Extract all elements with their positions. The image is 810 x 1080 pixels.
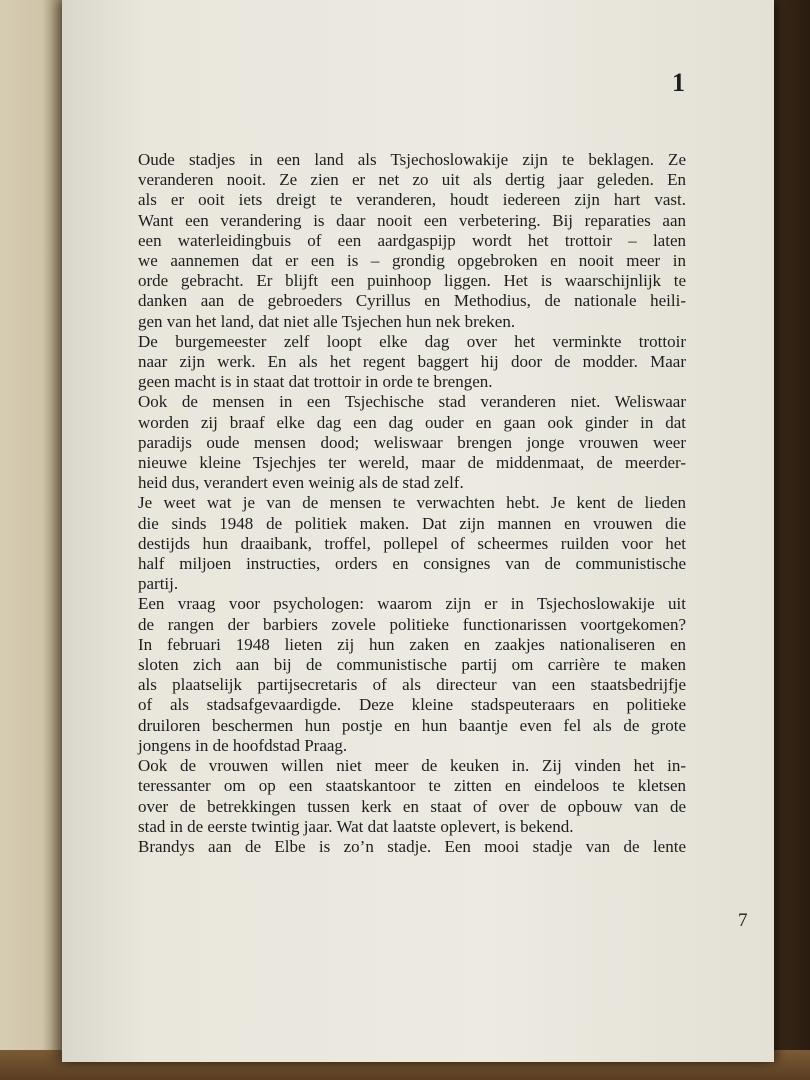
text-line: die sinds 1948 de politiek maken. Dat zijn mannen en vrouwen die [138, 513, 686, 533]
text-line: paradijs oude mensen dood; weliswaar brengen jonge vrouwen weer [138, 432, 686, 452]
text-line: teressanter om op een staatskantoor te zitten en eindeloos te kletsen [138, 776, 686, 796]
text-line: of als stadsafgevaardigde. Deze kleine stadspeuteraars en politieke [138, 695, 686, 715]
text-line: Je weet wat je van de mensen te verwachten hebt. Je kent de lieden [138, 493, 686, 513]
text-line: danken aan de gebroeders Cyrillus en Methodius, de nationale heili- [138, 291, 686, 311]
text-line: heid dus, verandert even weinig als de stad zelf. [138, 473, 464, 493]
text-line: partij. [138, 574, 179, 594]
paragraph [138, 756, 686, 837]
paragraph [138, 594, 686, 756]
text-line: nieuwe kleine Tsjechjes ter wereld, maar de middenmaat, de meerder- [138, 453, 686, 473]
paragraph [138, 837, 686, 857]
chapter-number: 1 [672, 68, 685, 97]
text-line: veranderen nooit. Ze zien er net zo uit als dertig jaar geleden. En [138, 170, 686, 190]
text-line: sloten zich aan bij de communistische partij om carrière te maken [138, 655, 686, 675]
text-line: Een vraag voor psychologen: waarom zijn er in Tsjechoslowakije uit [138, 594, 686, 614]
text-line: geen macht is in staat dat trottoir in orde te brengen. [138, 372, 493, 392]
book-left-page-edge [0, 0, 70, 1080]
text-line: Brandys aan de Elbe is zo’n stadje. Een mooi stadje van de lente [138, 836, 686, 856]
text-line: we aannemen dat er een is – grondig opgebroken en nooit meer in [138, 251, 686, 271]
text-line: een waterleidingbuis of een aardgaspijp wordt het trottoir – laten [138, 230, 686, 250]
body-text [138, 150, 686, 857]
text-line: gen van het land, dat niet alle Tsjechen hun nek breken. [138, 311, 516, 331]
paragraph [138, 392, 686, 493]
text-line: over de betrekkingen tussen kerk en staat of over de opbouw van de [138, 796, 686, 816]
text-line: naar zijn werk. En als het regent baggert hij door de modder. Maar [138, 352, 686, 372]
text-line: Ook de mensen in een Tsjechische stad veranderen niet. Weliswaar [138, 392, 686, 412]
text-line: orde gebracht. Er blijft een puinhoop liggen. Het is waarschijnlijk te [138, 271, 686, 291]
page-number: 7 [738, 910, 748, 931]
paragraph [138, 150, 686, 332]
text-line: stad in de eerste twintig jaar. Wat dat laatste oplevert, is bekend. [138, 816, 574, 836]
book-right-shadow [770, 0, 810, 1080]
text-line: als er ooit iets dreigt te veranderen, houdt iedereen zijn hart vast. [138, 190, 686, 210]
text-line: jongens in de hoofdstad Praag. [138, 735, 348, 755]
text-line: als plaatselijk partijsecretaris of als directeur van een staatsbedrijfje [138, 675, 686, 695]
text-line: Ook de vrouwen willen niet meer de keuken in. Zij vinden het in- [138, 756, 686, 776]
text-line: In februari 1948 lieten zij hun zaken en zaakjes nationaliseren en [138, 634, 686, 654]
text-line: half miljoen instructies, orders en consignes van de communistische [138, 554, 686, 574]
text-line: De burgemeester zelf loopt elke dag over het verminkte trottoir [138, 331, 686, 351]
text-line: Oude stadjes in een land als Tsjechoslowakije zijn te beklagen. Ze [138, 150, 686, 169]
text-line: Want een verandering is daar nooit een verbetering. Bij reparaties aan [138, 210, 686, 230]
text-line: destijds hun draaibank, troffel, pollepel of scheermes ruilden voor het [138, 533, 686, 553]
text-line: druiloren beschermen hun postje en hun baantje even fel als de grote [138, 715, 686, 735]
paragraph [138, 332, 686, 393]
text-line: worden zij braaf elke dag een dag ouder en gaan ook ginder in dat [138, 412, 686, 432]
paragraph [138, 493, 686, 594]
text-line: de rangen der barbiers zovele politieke functionarissen voortgekomen? [138, 614, 686, 634]
